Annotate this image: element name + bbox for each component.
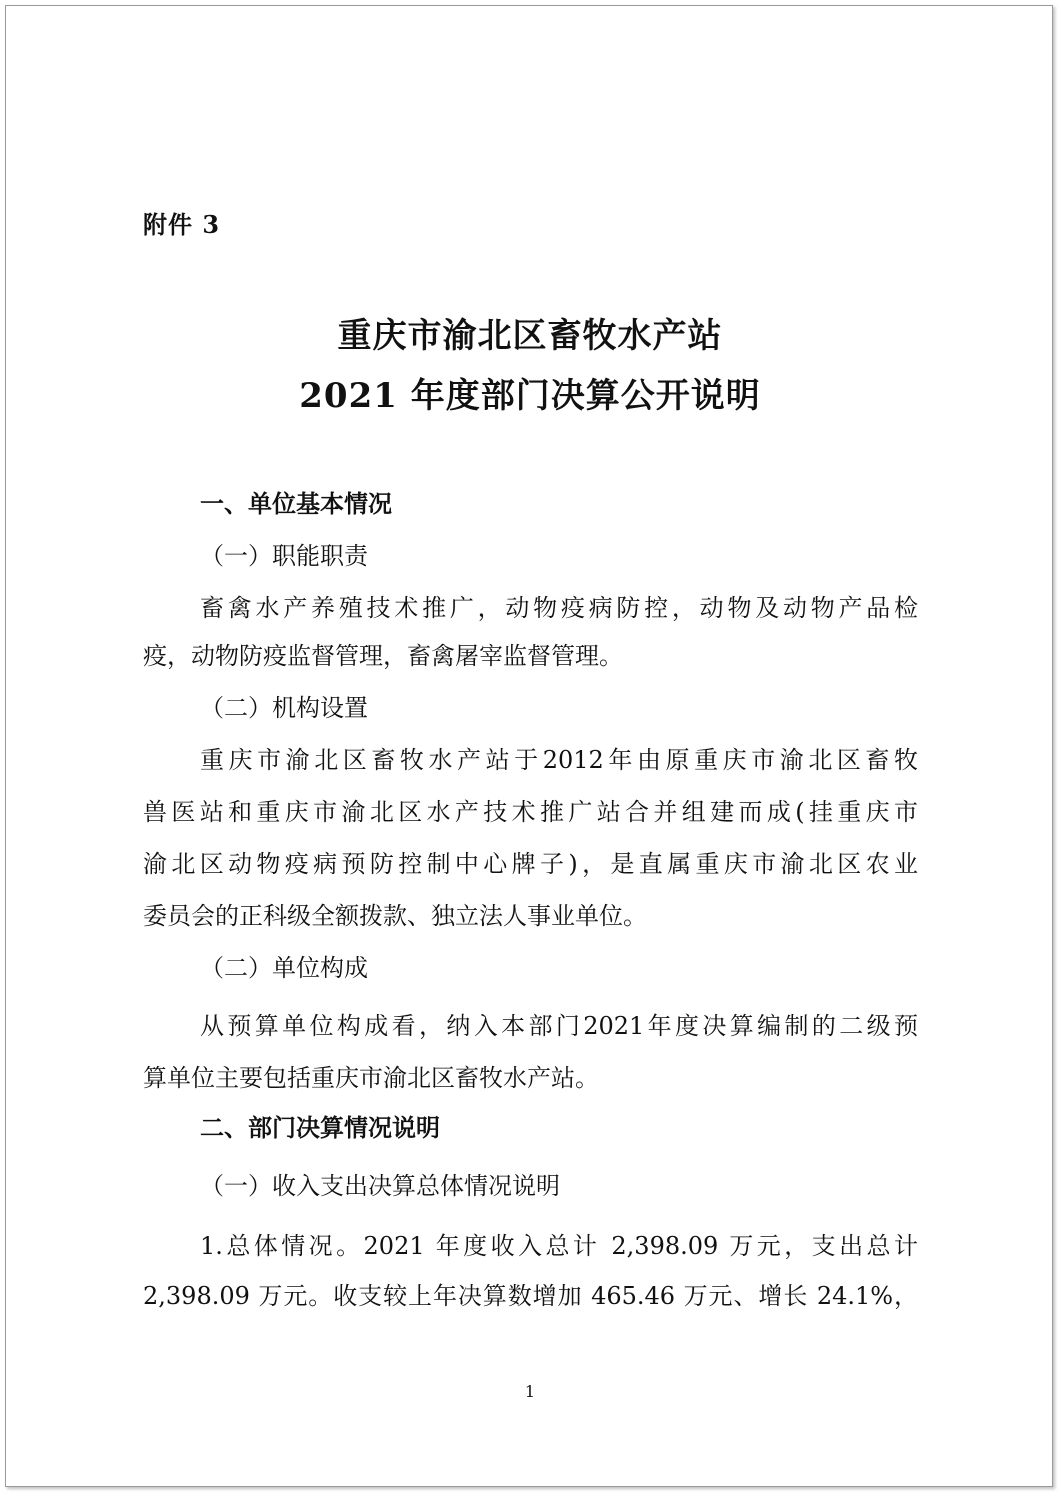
paragraph-line: 从预算单位构成看，纳入本部门2021年度决算编制的二级预 [200, 1012, 918, 1040]
document-title-line-2: 2021 年度部门决算公开说明 [299, 376, 761, 416]
paragraph-line: 2,398.09 万元。收支较上年决算数增加 465.46 万元、增长 24.1%， [143, 1282, 918, 1310]
paragraph-line: 委员会的正科级全额拨款、独立法人事业单位。 [143, 902, 647, 930]
section-1-heading: 一、单位基本情况 [200, 490, 392, 518]
subsection-1-1-heading: （一）职能职责 [200, 542, 368, 570]
subsection-1-2-heading: （二）机构设置 [200, 694, 368, 722]
paragraph-line: 渝北区动物疫病预防控制中心牌子)，是直属重庆市渝北区农业 [143, 850, 918, 878]
subsection-2-1-heading: （一）收入支出决算总体情况说明 [200, 1172, 560, 1200]
paragraph-line: 疫，动物防疫监督管理，畜禽屠宰监督管理。 [143, 642, 623, 670]
document-title-line-1: 重庆市渝北区畜牧水产站 [337, 316, 723, 356]
paragraph-line: 兽医站和重庆市渝北区水产技术推广站合并组建而成(挂重庆市 [143, 798, 918, 826]
paragraph-line: 畜禽水产养殖技术推广，动物疫病防控，动物及动物产品检 [200, 594, 918, 622]
attachment-label: 附件 3 [143, 210, 221, 239]
subsection-1-3-heading: （二）单位构成 [200, 954, 368, 982]
paragraph-line: 算单位主要包括重庆市渝北区畜牧水产站。 [143, 1064, 599, 1092]
paragraph-line: 重庆市渝北区畜牧水产站于2012年由原重庆市渝北区畜牧 [200, 746, 918, 774]
paragraph-line: 1.总体情况。2021 年度收入总计 2,398.09 万元，支出总计 [200, 1232, 918, 1260]
section-2-heading: 二、部门决算情况说明 [200, 1114, 440, 1142]
page-number: 1 [524, 1382, 536, 1401]
